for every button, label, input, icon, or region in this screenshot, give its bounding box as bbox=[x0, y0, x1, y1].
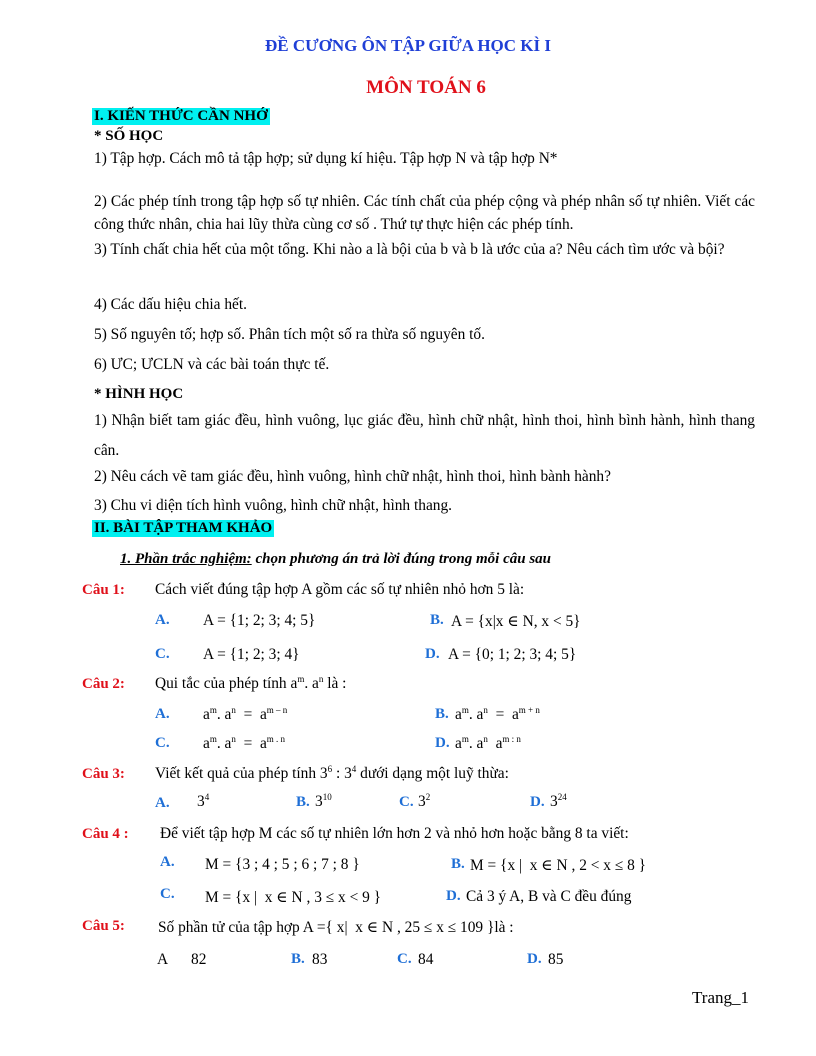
option-letter: A. bbox=[155, 612, 170, 628]
question-text: Cách viết đúng tập hợp A gồm các số tự nhiên nhỏ hơn 5 là: bbox=[155, 581, 525, 598]
option-letter: D. bbox=[446, 888, 461, 904]
question-label: Câu 2: bbox=[82, 676, 125, 692]
option-letter: B. bbox=[291, 951, 305, 967]
option-text: $3^{10}$ bbox=[315, 791, 332, 810]
option-letter: B. bbox=[430, 612, 444, 628]
question-text: Qui tắc của phép tính $a^m$. $a^n$ là : bbox=[155, 673, 347, 692]
option-text: $a^m$. $a^n = a^{m + n}$ bbox=[455, 704, 540, 723]
arithmetic-item: 5) Số nguyên tố; hợp số. Phân tích một số ra thừa số nguyên tố. bbox=[94, 326, 485, 343]
question-text: Số phần tử của tập hợp A ={ x| x ∈ N , 25 ≤ x ≤ 109 }là : bbox=[158, 919, 514, 936]
option-letter: C. bbox=[397, 951, 412, 967]
option-text: A = {0; 1; 2; 3; 4; 5} bbox=[448, 646, 577, 663]
arithmetic-item: 6) ƯC; ƯCLN và các bài toán thực tế. bbox=[94, 356, 330, 373]
part1-heading bbox=[120, 551, 551, 568]
question-text: Để viết tập hợp M các số tự nhiên lớn hơn 2 và nhỏ hơn hoặc bằng 8 ta viết: bbox=[160, 825, 629, 842]
section-heading-exercises: II. BÀI TẬP THAM KHẢO bbox=[94, 520, 273, 536]
option-letter: C. bbox=[155, 646, 170, 662]
page-number: Trang_1 bbox=[692, 988, 749, 1007]
option-text: $3^4$ bbox=[197, 791, 210, 810]
arithmetic-item: 4) Các dấu hiệu chia hết. bbox=[94, 296, 247, 313]
geometry-item: 3) Chu vi diện tích hình vuông, hình chữ nhật, hình thang. bbox=[94, 497, 453, 514]
document-title: ĐỀ CƯƠNG ÔN TẬP GIỮA HỌC KÌ I bbox=[264, 36, 552, 55]
option-text: $3^2$ bbox=[418, 791, 431, 810]
option-text: 83 bbox=[312, 951, 328, 968]
option-text: $a^m$. $a^n$ $a^{m : n}$ bbox=[455, 733, 521, 752]
option-letter: B. bbox=[435, 706, 449, 722]
option-letter: C. bbox=[155, 735, 170, 751]
arithmetic-item: 3) Tính chất chia hết của một tổng. Khi nào a là bội của b và b là ước của a? Nêu cách tìm ước và bội? bbox=[94, 241, 725, 258]
option-text: $3^{24}$ bbox=[550, 791, 567, 810]
document-subtitle: MÔN TOÁN 6 bbox=[366, 77, 486, 98]
option-text: A = {1; 2; 3; 4} bbox=[203, 646, 300, 663]
question-label: Câu 4 : bbox=[82, 826, 129, 842]
option-text: M = {x | x ∈ N , 3 ≤ x < 9 } bbox=[205, 889, 382, 906]
option-letter: A. bbox=[160, 854, 175, 870]
geometry-item: 2) Nêu cách vẽ tam giác đều, hình vuông, hình chữ nhật, hình thoi, hình bành hành? bbox=[94, 468, 611, 485]
option-letter: A. bbox=[155, 706, 170, 722]
option-text: Cả 3 ý A, B và C đều đúng bbox=[466, 888, 632, 905]
option-text: A = {x|x ∈ N, x < 5} bbox=[451, 613, 581, 630]
part1-instruction: chọn phương án trả lời đúng trong mỗi câu sau bbox=[251, 551, 552, 567]
option-text: 84 bbox=[418, 951, 434, 968]
question-label: Câu 3: bbox=[82, 766, 125, 782]
option-text: M = {x | x ∈ N , 2 < x ≤ 8 } bbox=[470, 857, 647, 874]
option-letter: C. bbox=[399, 794, 414, 810]
arithmetic-item: 2) Các phép tính trong tập hợp số tự nhiên. Các tính chất của phép cộng và phép nhân số tự nhiên. Viết các công thức nhân, chia hai lũy thừa cùng cơ số . Thứ tự thực hiện các phép tính. bbox=[94, 193, 755, 233]
option-letter: B. bbox=[296, 794, 310, 810]
part1-label: 1. Phần trắc nghiệm: bbox=[120, 551, 252, 567]
option-letter: D. bbox=[530, 794, 545, 810]
option-text: M = {3 ; 4 ; 5 ; 6 ; 7 ; 8 } bbox=[205, 856, 360, 873]
option-letter: A. bbox=[155, 795, 170, 811]
geometry-item: 1) Nhận biết tam giác đều, hình vuông, lục giác đều, hình chữ nhật, hình thoi, hình bình hành, hình thang cân. bbox=[94, 412, 755, 459]
arithmetic-heading: * SỐ HỌC bbox=[94, 128, 164, 144]
option-letter: D. bbox=[425, 646, 440, 662]
option-letter: D. bbox=[527, 951, 542, 967]
option-letter: A bbox=[157, 951, 169, 968]
geometry-heading: * HÌNH HỌC bbox=[94, 386, 184, 402]
question-label: Câu 5: bbox=[82, 918, 125, 934]
option-text: $a^m$. $a^n = a^{m - n}$ bbox=[203, 704, 288, 723]
option-letter: B. bbox=[451, 856, 465, 872]
option-letter: C. bbox=[160, 886, 175, 902]
option-text: 85 bbox=[548, 951, 564, 968]
section-heading-knowledge: I. KIẾN THỨC CẦN NHỚ bbox=[94, 108, 268, 124]
question-text: Viết kết quả của phép tính $3^6$ : $3^4$ dưới dạng một luỹ thừa: bbox=[155, 763, 509, 782]
option-text: $a^m$. $a^n = a^{m . n}$ bbox=[203, 733, 286, 752]
question-label: Câu 1: bbox=[82, 582, 125, 598]
arithmetic-item: 1) Tập hợp. Cách mô tả tập hợp; sử dụng kí hiệu. Tập hợp N và tập hợp N* bbox=[94, 150, 558, 167]
option-text: 82 bbox=[191, 951, 207, 968]
option-letter: D. bbox=[435, 735, 450, 751]
option-text: A = {1; 2; 3; 4; 5} bbox=[203, 612, 316, 629]
